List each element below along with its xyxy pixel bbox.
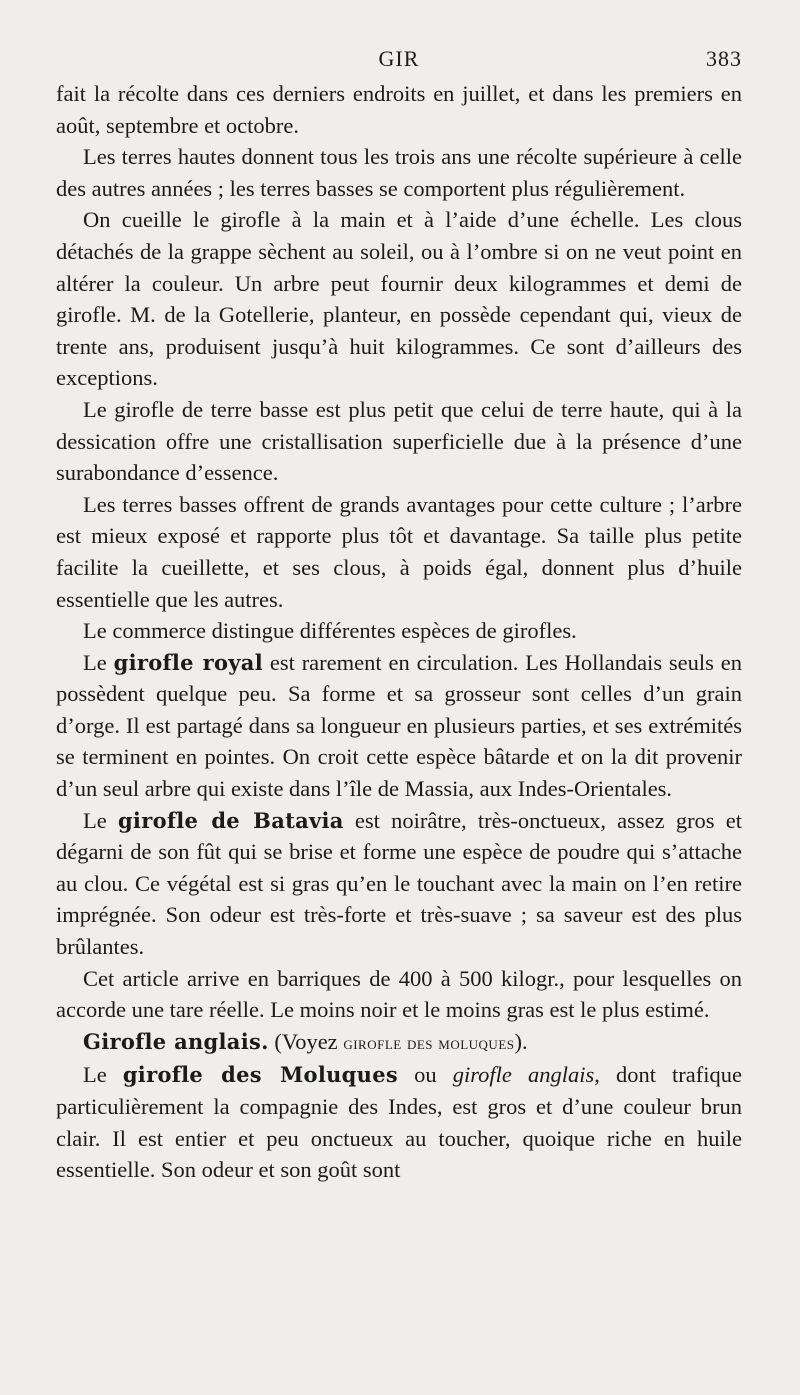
running-head bbox=[56, 0, 742, 78]
paragraph: fait la récolte dans ces derniers endroits en juillet, et dans les premiers en août, septembre et octobre. bbox=[56, 81, 742, 138]
entry-term: Girofle anglais. bbox=[83, 1028, 269, 1054]
paragraph-girofle-batavia: Le girofle de Batavia est noirâtre, très-onctueux, assez gros et dégarni de son fût qui se brise et forme une espèce de poudre qui s’attache au clou. Ce végétal est si gras qu’en le touchant avec la main on l’en retire imprégnée. Son odeur est très-forte et très-suave ; sa saveur est des plus brûlantes. bbox=[56, 807, 742, 960]
paragraph-girofle-royal: Le girofle royal est rarement en circulation. Les Hollandais seuls en possèdent quelque peu. Sa forme et sa grosseur sont celles d’un grain d’orge. Il est partagé dans sa longueur en plusieurs parties, et ses extrémités se terminent en pointes. On croit cette espèce bâtarde et on la dit provenir d’un seul arbre qui existe dans l’île de Massia, aux Indes-Orientales. bbox=[56, 649, 743, 802]
body-text bbox=[56, 78, 742, 1186]
entry-term: girofle des Moluques bbox=[122, 1062, 398, 1088]
entry-term: girofle de Batavia bbox=[117, 807, 344, 833]
paragraph: Le commerce distingue différentes espèces de girofles. bbox=[83, 618, 577, 644]
paragraph: Les terres basses offrent de grands avantages pour cette culture ; l’arbre est mieux exposé et rapporte plus tôt et davantage. Sa taille plus petite facilite la cueillette, et ses clous, à poids égal, donnent plus d’huile essentielle que les autres. bbox=[56, 491, 742, 612]
paragraph-girofle-anglais: Girofle anglais. (Voyez girofle des moluques). bbox=[83, 1028, 528, 1054]
paragraph: Les terres hautes donnent tous les trois ans une récolte supérieure à celle des autres années ; les terres basses se comportent plus régulièrement. bbox=[56, 144, 742, 201]
paragraph: Le girofle de terre basse est plus petit que celui de terre haute, qui à la dessication offre une cristallisation superficielle due à la présence d’une surabondance d’essence. bbox=[56, 396, 742, 486]
entry-term: girofle royal bbox=[113, 649, 263, 675]
cross-reference: girofle des moluques bbox=[343, 1032, 515, 1054]
running-title: GIR bbox=[378, 46, 420, 71]
page-number: 383 bbox=[706, 46, 742, 71]
paragraph-girofle-moluques: Le girofle des Moluques ou girofle anglais, dont trafique particulièrement la compagnie des Indes, est gros et d’une couleur brun clair. Il est entier et peu onctueux au toucher, quoique riche en huile essentielle. Son odeur et son goût sont bbox=[56, 1062, 742, 1183]
italic-term: girofle anglais bbox=[452, 1062, 595, 1088]
paragraph: Cet article arrive en barriques de 400 à 500 kilogr., pour lesquelles on accorde une tare réelle. Le moins noir et le moins gras est le plus estimé. bbox=[56, 965, 742, 1023]
paragraph: On cueille le girofle à la main et à l’aide d’une échelle. Les clous détachés de la grappe sèchent au soleil, ou à l’ombre si on ne veut point en altérer la couleur. Un arbre peut fournir deux kilogrammes et demi de girofle. M. de la Gotellerie, planteur, en possède cependant qui, vieux de trente ans, produisent jusqu’à huit kilogrammes. Ce sont d’ailleurs des exceptions. bbox=[56, 207, 742, 391]
